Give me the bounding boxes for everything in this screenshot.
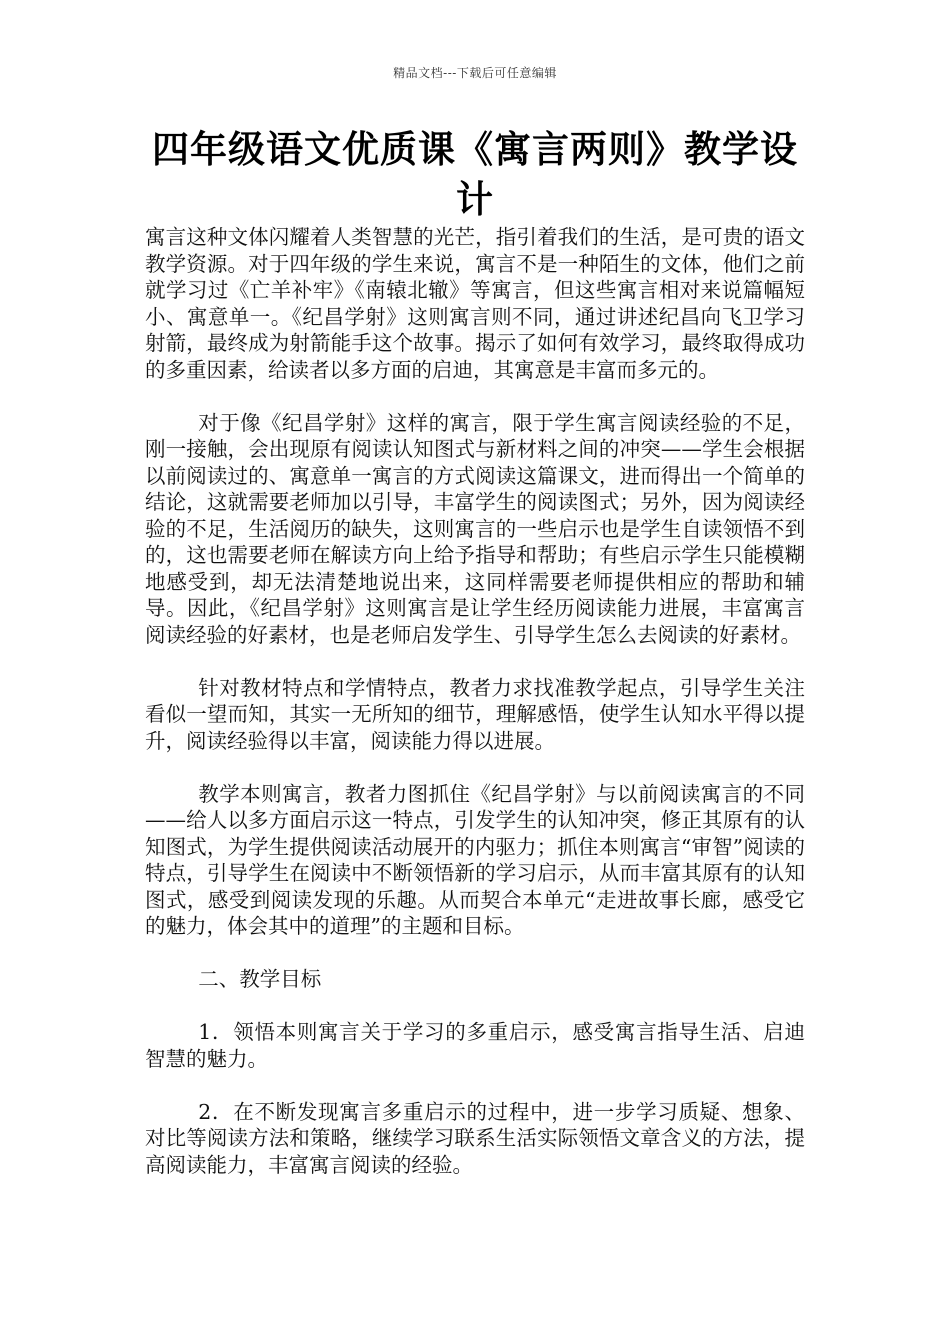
document-body	[145, 224, 805, 1205]
objective-item-1: 1．领悟本则寓言关于学习的多重启示，感受寓言指导生活、启迪智慧的魅力。	[145, 1020, 805, 1071]
paragraph-teaching-focus: 教学本则寓言，教者力图抓住《纪昌学射》与以前阅读寓言的不同——给人以多方面启示这一特点，引发学生的认知冲突，修正其原有的认知图式，为学生提供阅读活动展开的内驱力；抓住本则寓言“审智”阅读的特点，引导学生在阅读中不断领悟新的学习启示，从而丰富其原有的认知图式，感受到阅读发现的乐趣。从而契合本单元“走进故事长廊，感受它的魅力，体会其中的道理”的主题和目标。	[145, 781, 805, 938]
document-title: 四年级语文优质课《寓言两则》教学设计	[152, 127, 798, 221]
paragraph-approach: 针对教材特点和学情特点，教者力求找准教学起点，引导学生关注看似一望而知，其实一无所知的细节，理解感悟，使学生认知水平得以提升，阅读经验得以丰富，阅读能力得以进展。	[145, 675, 805, 753]
header-note: 精品文档---下载后可任意编辑	[393, 66, 557, 80]
paragraph-intro: 寓言这种文体闪耀着人类智慧的光芒，指引着我们的生活，是可贵的语文教学资源。对于四年级的学生来说，寓言不是一种陌生的文体，他们之前就学习过《亡羊补牢》《南辕北辙》等寓言，但这些寓言相对来说篇幅短小、寓意单一。《纪昌学射》这则寓言则不同，通过讲述纪昌向飞卫学习射箭，最终成为射箭能手这个故事。揭示了如何有效学习，最终取得成功的多重因素，给读者以多方面的启迪，其寓意是丰富而多元的。	[145, 225, 805, 382]
objective-item-2: 2．在不断发现寓言多重启示的过程中，进一步学习质疑、想象、对比等阅读方法和策略，继续学习联系生活实际领悟文章含义的方法，提高阅读能力，丰富寓言阅读的经验。	[145, 1099, 805, 1177]
section-heading-objectives: 二、教学目标	[198, 967, 322, 991]
paragraph-analysis: 对于像《纪昌学射》这样的寓言，限于学生寓言阅读经验的不足，刚一接触，会出现原有阅读认知图式与新材料之间的冲突——学生会根据以前阅读过的、寓意单一寓言的方式阅读这篇课文，进而得出一个简单的结论，这就需要老师加以引导，丰富学生的阅读图式；另外，因为阅读经验的不足，生活阅历的缺失，这则寓言的一些启示也是学生自读领悟不到的，这也需要老师在解读方向上给予指导和帮助；有些启示学生只能模糊地感受到，却无法清楚地说出来，这同样需要老师提供相应的帮助和辅导。因此，《纪昌学射》这则寓言是让学生经历阅读能力进展，丰富寓言阅读经验的好素材，也是老师启发学生、引导学生怎么去阅读的好素材。	[145, 410, 805, 647]
